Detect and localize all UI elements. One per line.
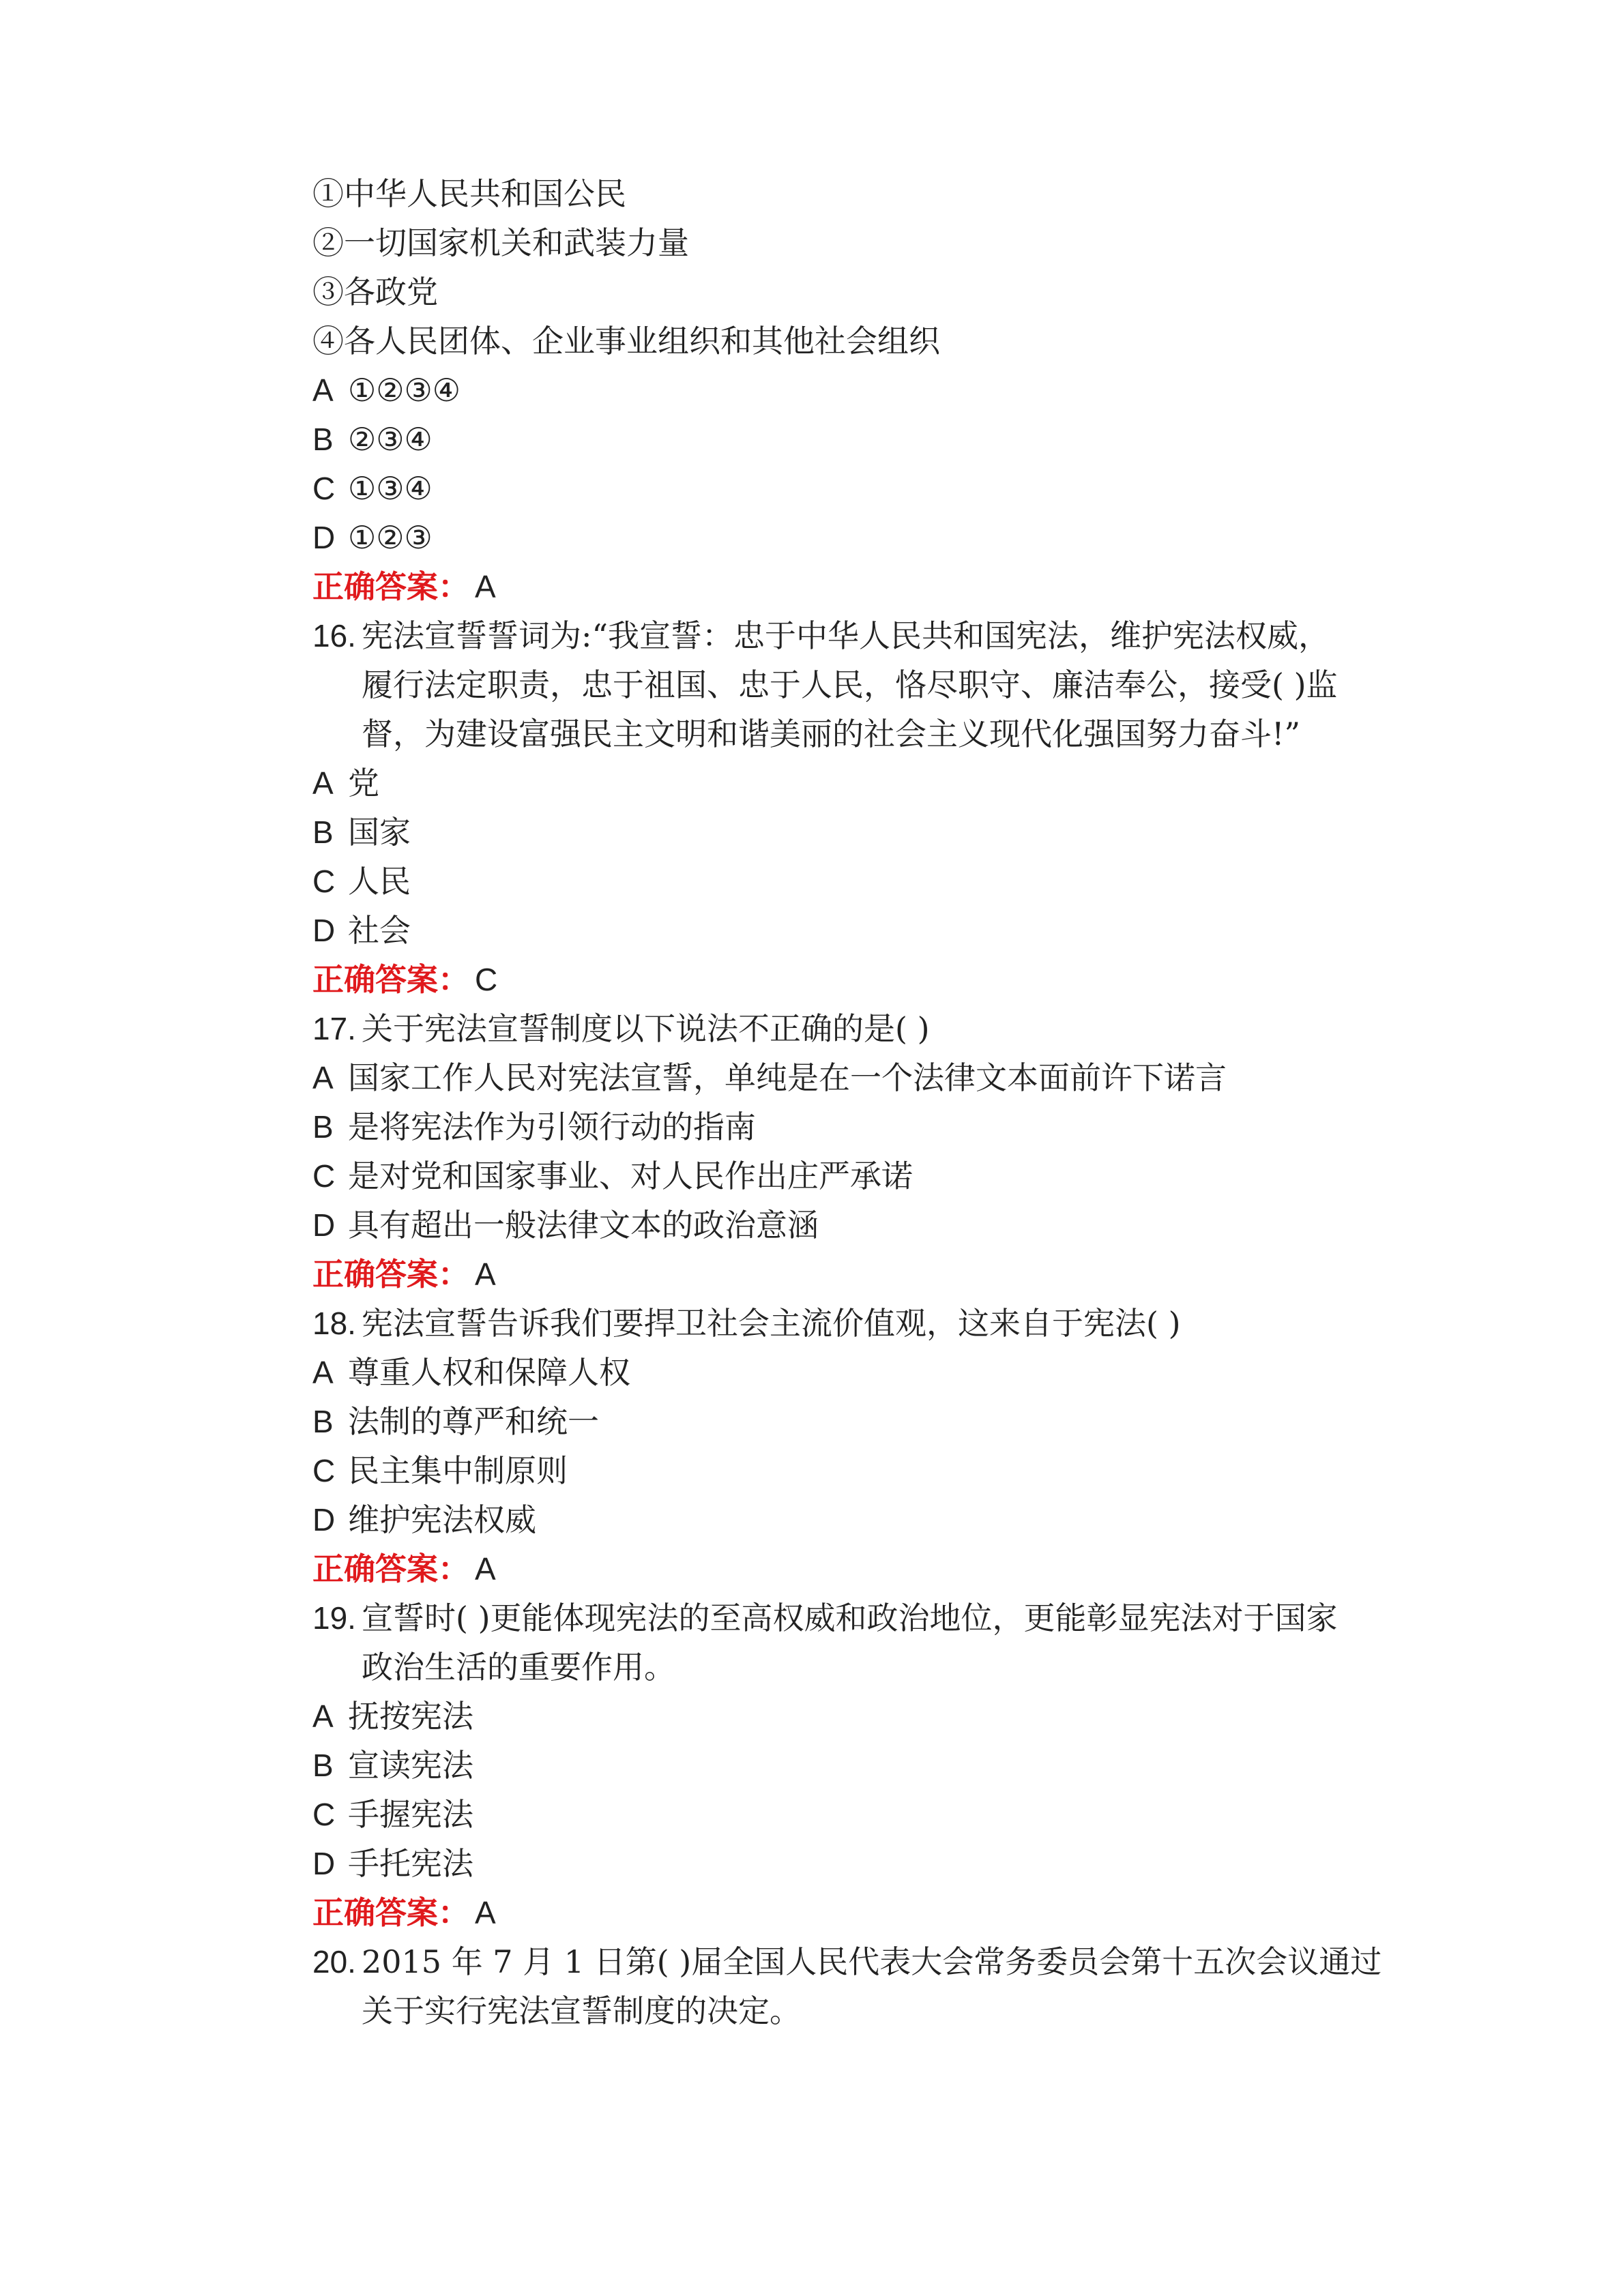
option-b bbox=[312, 808, 1431, 857]
question-16 bbox=[312, 611, 1431, 759]
option-letter: B bbox=[312, 1404, 334, 1439]
answer-value: A bbox=[475, 1551, 496, 1587]
option-letter: C bbox=[312, 1158, 336, 1194]
correct-answer bbox=[312, 955, 1431, 1004]
option-letter: A bbox=[312, 1355, 334, 1390]
answer-label: 正确答案： bbox=[312, 1894, 469, 1931]
option-text: 宣读宪法 bbox=[348, 1747, 473, 1784]
intro-item: ④各人民团体、企业事业组织和其他社会组织 bbox=[312, 323, 940, 359]
answer-value: A bbox=[475, 1895, 496, 1930]
option-letter: B bbox=[312, 422, 334, 457]
option-text: 维护宪法权威 bbox=[348, 1501, 536, 1538]
option-letter: B bbox=[312, 1109, 334, 1145]
question-number: 19. bbox=[312, 1600, 356, 1636]
question-number: 20. bbox=[312, 1944, 356, 1979]
option-text: 是将宪法作为引领行动的指南 bbox=[348, 1108, 756, 1145]
option-text: 具有超出一般法律文本的政治意涵 bbox=[348, 1207, 819, 1243]
option-letter: D bbox=[312, 520, 336, 555]
option-c bbox=[312, 1790, 1431, 1839]
option-letter: B bbox=[312, 814, 334, 850]
option-letter: C bbox=[312, 864, 336, 899]
document-content bbox=[312, 169, 1431, 2035]
option-letter: A bbox=[312, 372, 334, 408]
question-number: 18. bbox=[312, 1306, 356, 1341]
option-d bbox=[312, 1201, 1431, 1250]
question-number: 17. bbox=[312, 1011, 356, 1046]
option-text: 人民 bbox=[348, 863, 411, 900]
question-text-line: 宣誓时( )更能体现宪法的至高权威和政治地位，更能彰显宪法对于国家 bbox=[362, 1600, 1338, 1636]
option-letter: D bbox=[312, 1846, 336, 1881]
answer-label: 正确答案： bbox=[312, 1256, 469, 1293]
option-c bbox=[312, 1151, 1431, 1201]
option-text: 国家 bbox=[348, 814, 411, 851]
question-text-line: 政治生活的重要作用。 bbox=[362, 1649, 675, 1686]
question-20 bbox=[312, 1937, 1431, 2035]
answer-value: A bbox=[475, 1256, 496, 1292]
correct-answer bbox=[312, 1888, 1431, 1937]
option-letter: A bbox=[312, 765, 334, 801]
option-text: ①②③④ bbox=[348, 372, 460, 409]
option-letter: C bbox=[312, 471, 336, 506]
option-a bbox=[312, 366, 1431, 415]
option-letter: B bbox=[312, 1748, 334, 1783]
option-text: 手托宪法 bbox=[348, 1845, 473, 1882]
option-b bbox=[312, 1397, 1431, 1446]
option-text: 国家工作人民对宪法宣誓，单纯是在一个法律文本面前许下诺言 bbox=[348, 1059, 1227, 1096]
option-text: 法制的尊严和统一 bbox=[348, 1403, 599, 1440]
question-text-line: 关于实行宪法宣誓制度的决定。 bbox=[362, 1992, 801, 2029]
option-d bbox=[312, 513, 1431, 562]
option-text: 是对党和国家事业、对人民作出庄严承诺 bbox=[348, 1158, 913, 1194]
answer-value: C bbox=[475, 962, 498, 997]
option-letter: A bbox=[312, 1060, 334, 1095]
intro-item: ②一切国家机关和武装力量 bbox=[312, 224, 689, 261]
option-letter: D bbox=[312, 1502, 336, 1537]
question-text-line: 督，为建设富强民主文明和谐美丽的社会主义现代化强国努力奋斗!” bbox=[362, 716, 1301, 752]
option-d bbox=[312, 1495, 1431, 1544]
option-letter: C bbox=[312, 1797, 336, 1832]
question-text-line: 宪法宣誓誓词为:“我宣誓：忠于中华人民共和国宪法，维护宪法权威， bbox=[362, 617, 1330, 654]
option-text: ①③④ bbox=[348, 470, 433, 507]
option-text: 抚按宪法 bbox=[348, 1698, 473, 1735]
answer-label: 正确答案： bbox=[312, 961, 469, 998]
intro-item: ③各政党 bbox=[312, 274, 438, 310]
question-number: 16. bbox=[312, 618, 356, 653]
question-text-line: 关于宪法宣誓制度以下说法不正确的是( ) bbox=[362, 1010, 930, 1047]
option-a bbox=[312, 1348, 1431, 1397]
option-d bbox=[312, 906, 1431, 955]
option-a bbox=[312, 1053, 1431, 1102]
correct-answer bbox=[312, 1544, 1431, 1593]
correct-answer bbox=[312, 1250, 1431, 1299]
question-text-line: 履行法定职责，忠于祖国、忠于人民，恪尽职守、廉洁奉公，接受( )监 bbox=[362, 666, 1338, 703]
option-b bbox=[312, 415, 1431, 464]
answer-label: 正确答案： bbox=[312, 568, 469, 605]
answer-value: A bbox=[475, 569, 496, 604]
option-letter: D bbox=[312, 913, 336, 948]
option-c bbox=[312, 857, 1431, 906]
correct-answer bbox=[312, 562, 1431, 611]
question-17 bbox=[312, 1004, 1431, 1053]
option-text: 手握宪法 bbox=[348, 1796, 473, 1833]
question-19 bbox=[312, 1593, 1431, 1692]
question-text-line: 2015 年 7 月 1 日第( )届全国人民代表大会常务委员会第十五次会议通过 bbox=[362, 1943, 1382, 1980]
option-b bbox=[312, 1741, 1431, 1790]
question-18 bbox=[312, 1299, 1431, 1348]
option-letter: A bbox=[312, 1698, 334, 1734]
option-text: 民主集中制原则 bbox=[348, 1452, 568, 1489]
option-letter: D bbox=[312, 1207, 336, 1243]
answer-label: 正确答案： bbox=[312, 1550, 469, 1587]
option-text: 尊重人权和保障人权 bbox=[348, 1354, 630, 1391]
option-text: 社会 bbox=[348, 912, 411, 949]
option-c bbox=[312, 1446, 1431, 1495]
question-text-line: 宪法宣誓告诉我们要捍卫社会主流价值观，这来自于宪法( ) bbox=[362, 1305, 1181, 1342]
option-d bbox=[312, 1839, 1431, 1888]
option-text: ②③④ bbox=[348, 421, 433, 458]
option-text: 党 bbox=[348, 765, 379, 801]
option-c bbox=[312, 464, 1431, 513]
option-letter: C bbox=[312, 1453, 336, 1488]
intro-item: ①中华人民共和国公民 bbox=[312, 175, 626, 212]
option-a bbox=[312, 1692, 1431, 1741]
option-a bbox=[312, 759, 1431, 808]
option-b bbox=[312, 1102, 1431, 1151]
option-text: ①②③ bbox=[348, 519, 433, 556]
